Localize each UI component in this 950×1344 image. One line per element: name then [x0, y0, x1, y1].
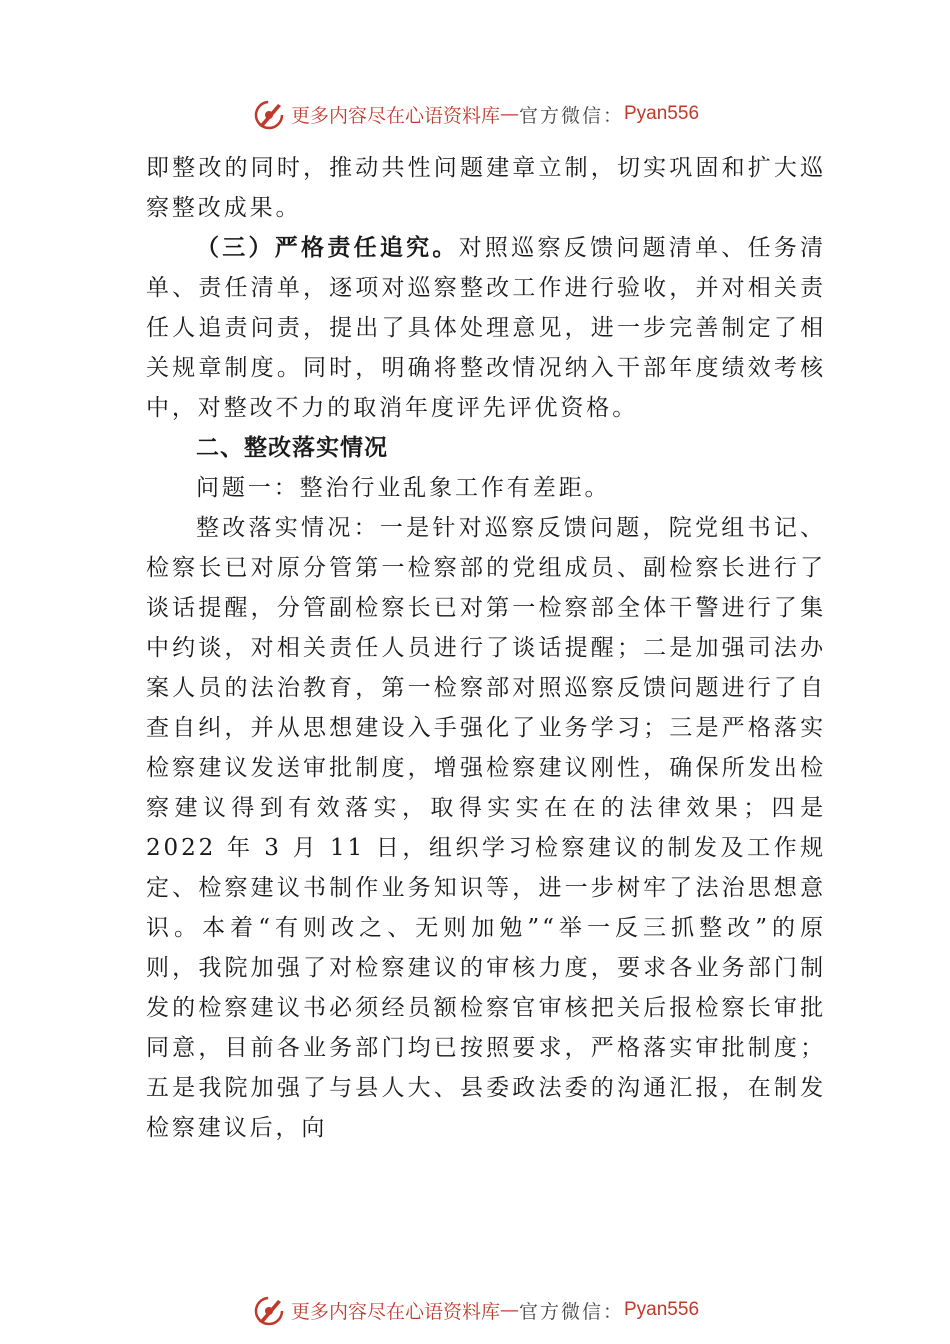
brush-circle-logo-icon	[251, 1292, 287, 1328]
footer-banner	[0, 1290, 950, 1330]
banner-official-label: 官方微信：	[518, 1300, 624, 1323]
banner-brand: 更多内容尽在心语资料库	[290, 104, 500, 127]
banner-separator: —	[499, 1299, 519, 1321]
paragraph-accountability-text: 对照巡察反馈问题清单、任务清单、责任清单，逐项对巡察整改工作进行验收，并对相关责任人追责问责，提出了具体处理意见，进一步完善制定了相关规章制度。同时，明确将整改情况纳入干部年度绩效考核中，对整改不力的取消年度评先评优资格。	[146, 235, 826, 421]
banner-wechat-id: Pyan556	[624, 1299, 700, 1320]
document-body	[146, 148, 826, 1148]
paragraph-rectification: 整改落实情况：一是针对巡察反馈问题，院党组书记、检察长已对原分管第一检察部的党组成员、副检察长进行了谈话提醒，分管副检察长已对第一检察部全体干警进行了集中约谈，对相关责任人员进行了谈话提醒；二是加强司法办案人员的法治教育，第一检察部对照巡察反馈问题进行了自查自纠，并从思想建设入手强化了业务学习；三是严格落实检察建议发送审批制度，增强检察建议刚性，确保所发出检察建议得到有效落实，取得实实在在的法律效果；四是 2022 年 3 月 11 日，组织学习检察建议的制发及工作规定、检察建议书制作业务知识等，进一步树牢了法治思想意识。本着“有则改之、无则加勉”“举一反三抓整改”的原则，我院加强了对检察建议的审核力度，要求各业务部门制发的检察建议书必须经员额检察官审核把关后报检察长审批同意，目前各业务部门均已按照要求，严格落实审批制度；五是我院加强了与县人大、县委政法委的沟通汇报，在制发检察建议后，向	[146, 515, 826, 1141]
paragraph-accountability	[146, 228, 826, 428]
banner-official-label: 官方微信：	[518, 104, 624, 127]
banner-brand: 更多内容尽在心语资料库	[290, 1300, 500, 1323]
paragraph-continuation: 即整改的同时，推动共性问题建章立制，切实巩固和扩大巡察整改成果。	[146, 155, 826, 221]
problem-title: 问题一：整治行业乱象工作有差距。	[196, 475, 611, 501]
paragraph-lead-heading: （三）严格责任追究。	[196, 234, 459, 261]
header-banner	[0, 94, 950, 134]
brush-circle-logo-icon	[251, 96, 287, 132]
banner-wechat-id: Pyan556	[624, 103, 700, 124]
section-heading: 二、整改落实情况	[196, 435, 388, 461]
banner-separator: —	[499, 103, 519, 125]
